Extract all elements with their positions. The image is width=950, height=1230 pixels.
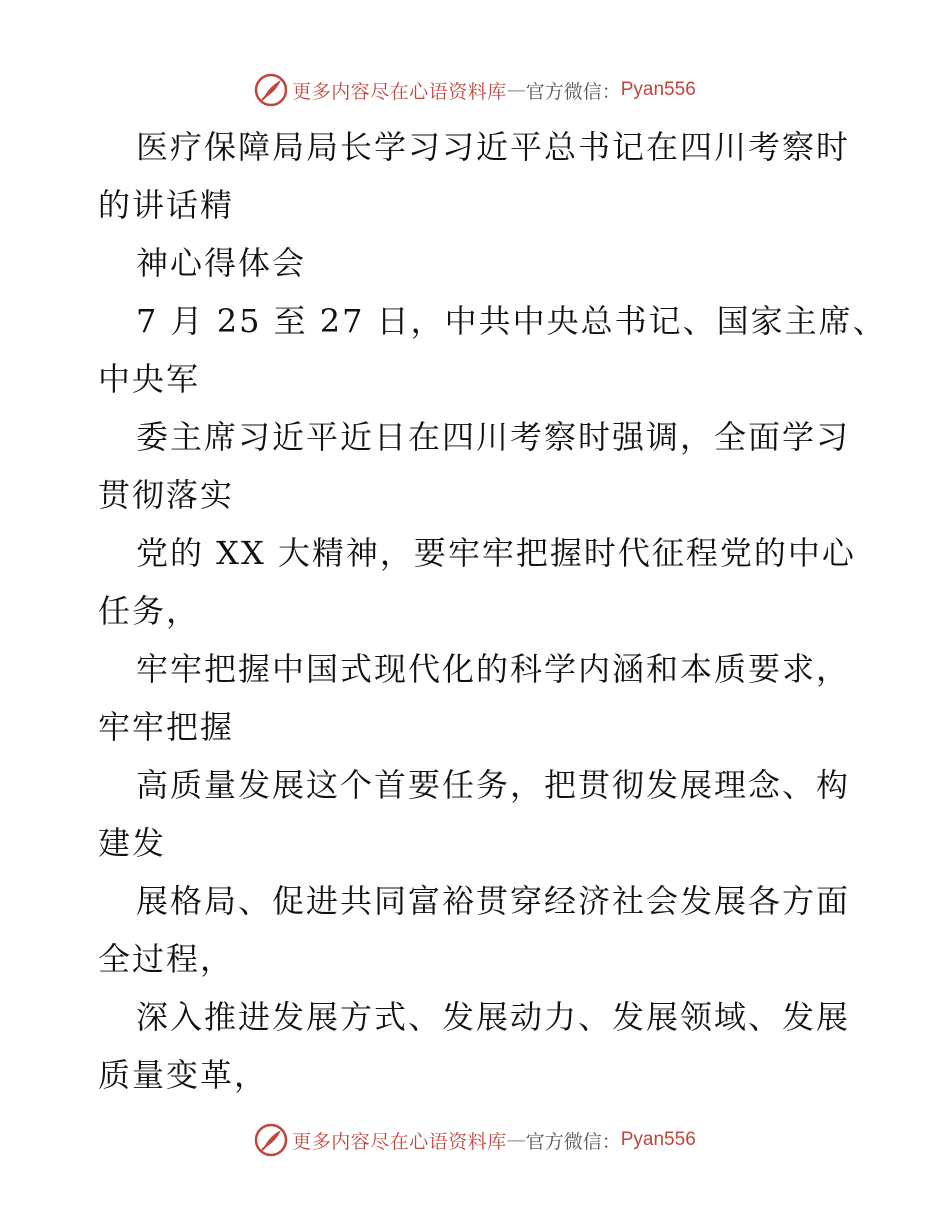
text-line: 展格局、促进共同富裕贯穿经济社会发展各方面 xyxy=(136,882,851,920)
text-line: 中央军 xyxy=(98,360,201,398)
watermark-separator: — xyxy=(506,1129,526,1151)
text-line: 神心得体会 xyxy=(136,244,307,282)
document-body xyxy=(98,118,887,1104)
text-line: 质量变革， xyxy=(98,1056,269,1094)
quill-logo-icon xyxy=(254,1123,288,1157)
watermark-text: 更多内容尽在心语资料库 xyxy=(292,1130,507,1153)
quill-logo-icon xyxy=(254,73,288,107)
text-line: 的讲话精 xyxy=(98,186,235,224)
watermark-text: 更多内容尽在心语资料库 xyxy=(292,80,507,103)
watermark-wechat-label: 官方微信： xyxy=(525,80,621,103)
text-line: 全过程， xyxy=(98,940,235,978)
text-line: 深入推进发展方式、发展动力、发展领域、发展 xyxy=(136,998,851,1036)
watermark-wechat-label: 官方微信： xyxy=(525,1130,621,1153)
text-line: 党的 XX 大精神，要牢牢把握时代征程党的中心 xyxy=(136,534,856,572)
watermark-wechat-id: Pyan556 xyxy=(620,79,696,100)
text-line: 贯彻落实 xyxy=(98,476,235,514)
watermark-wechat-id: Pyan556 xyxy=(620,1129,696,1150)
text-line: 建发 xyxy=(98,824,167,862)
text-line: 牢牢把握 xyxy=(98,708,235,746)
text-line: 医疗保障局局长学习习近平总书记在四川考察时 xyxy=(136,128,851,166)
footer-watermark xyxy=(0,1120,950,1160)
text-line: 委主席习近平近日在四川考察时强调，全面学习 xyxy=(136,418,851,456)
text-line: 7 月 25 至 27 日，中共中央总书记、国家主席、 xyxy=(136,302,887,340)
watermark-separator: — xyxy=(506,79,526,101)
text-line: 高质量发展这个首要任务，把贯彻发展理念、构 xyxy=(136,766,851,804)
text-line: 任务， xyxy=(98,592,201,630)
text-line: 牢牢把握中国式现代化的科学内涵和本质要求， xyxy=(136,650,851,688)
header-watermark xyxy=(0,70,950,110)
